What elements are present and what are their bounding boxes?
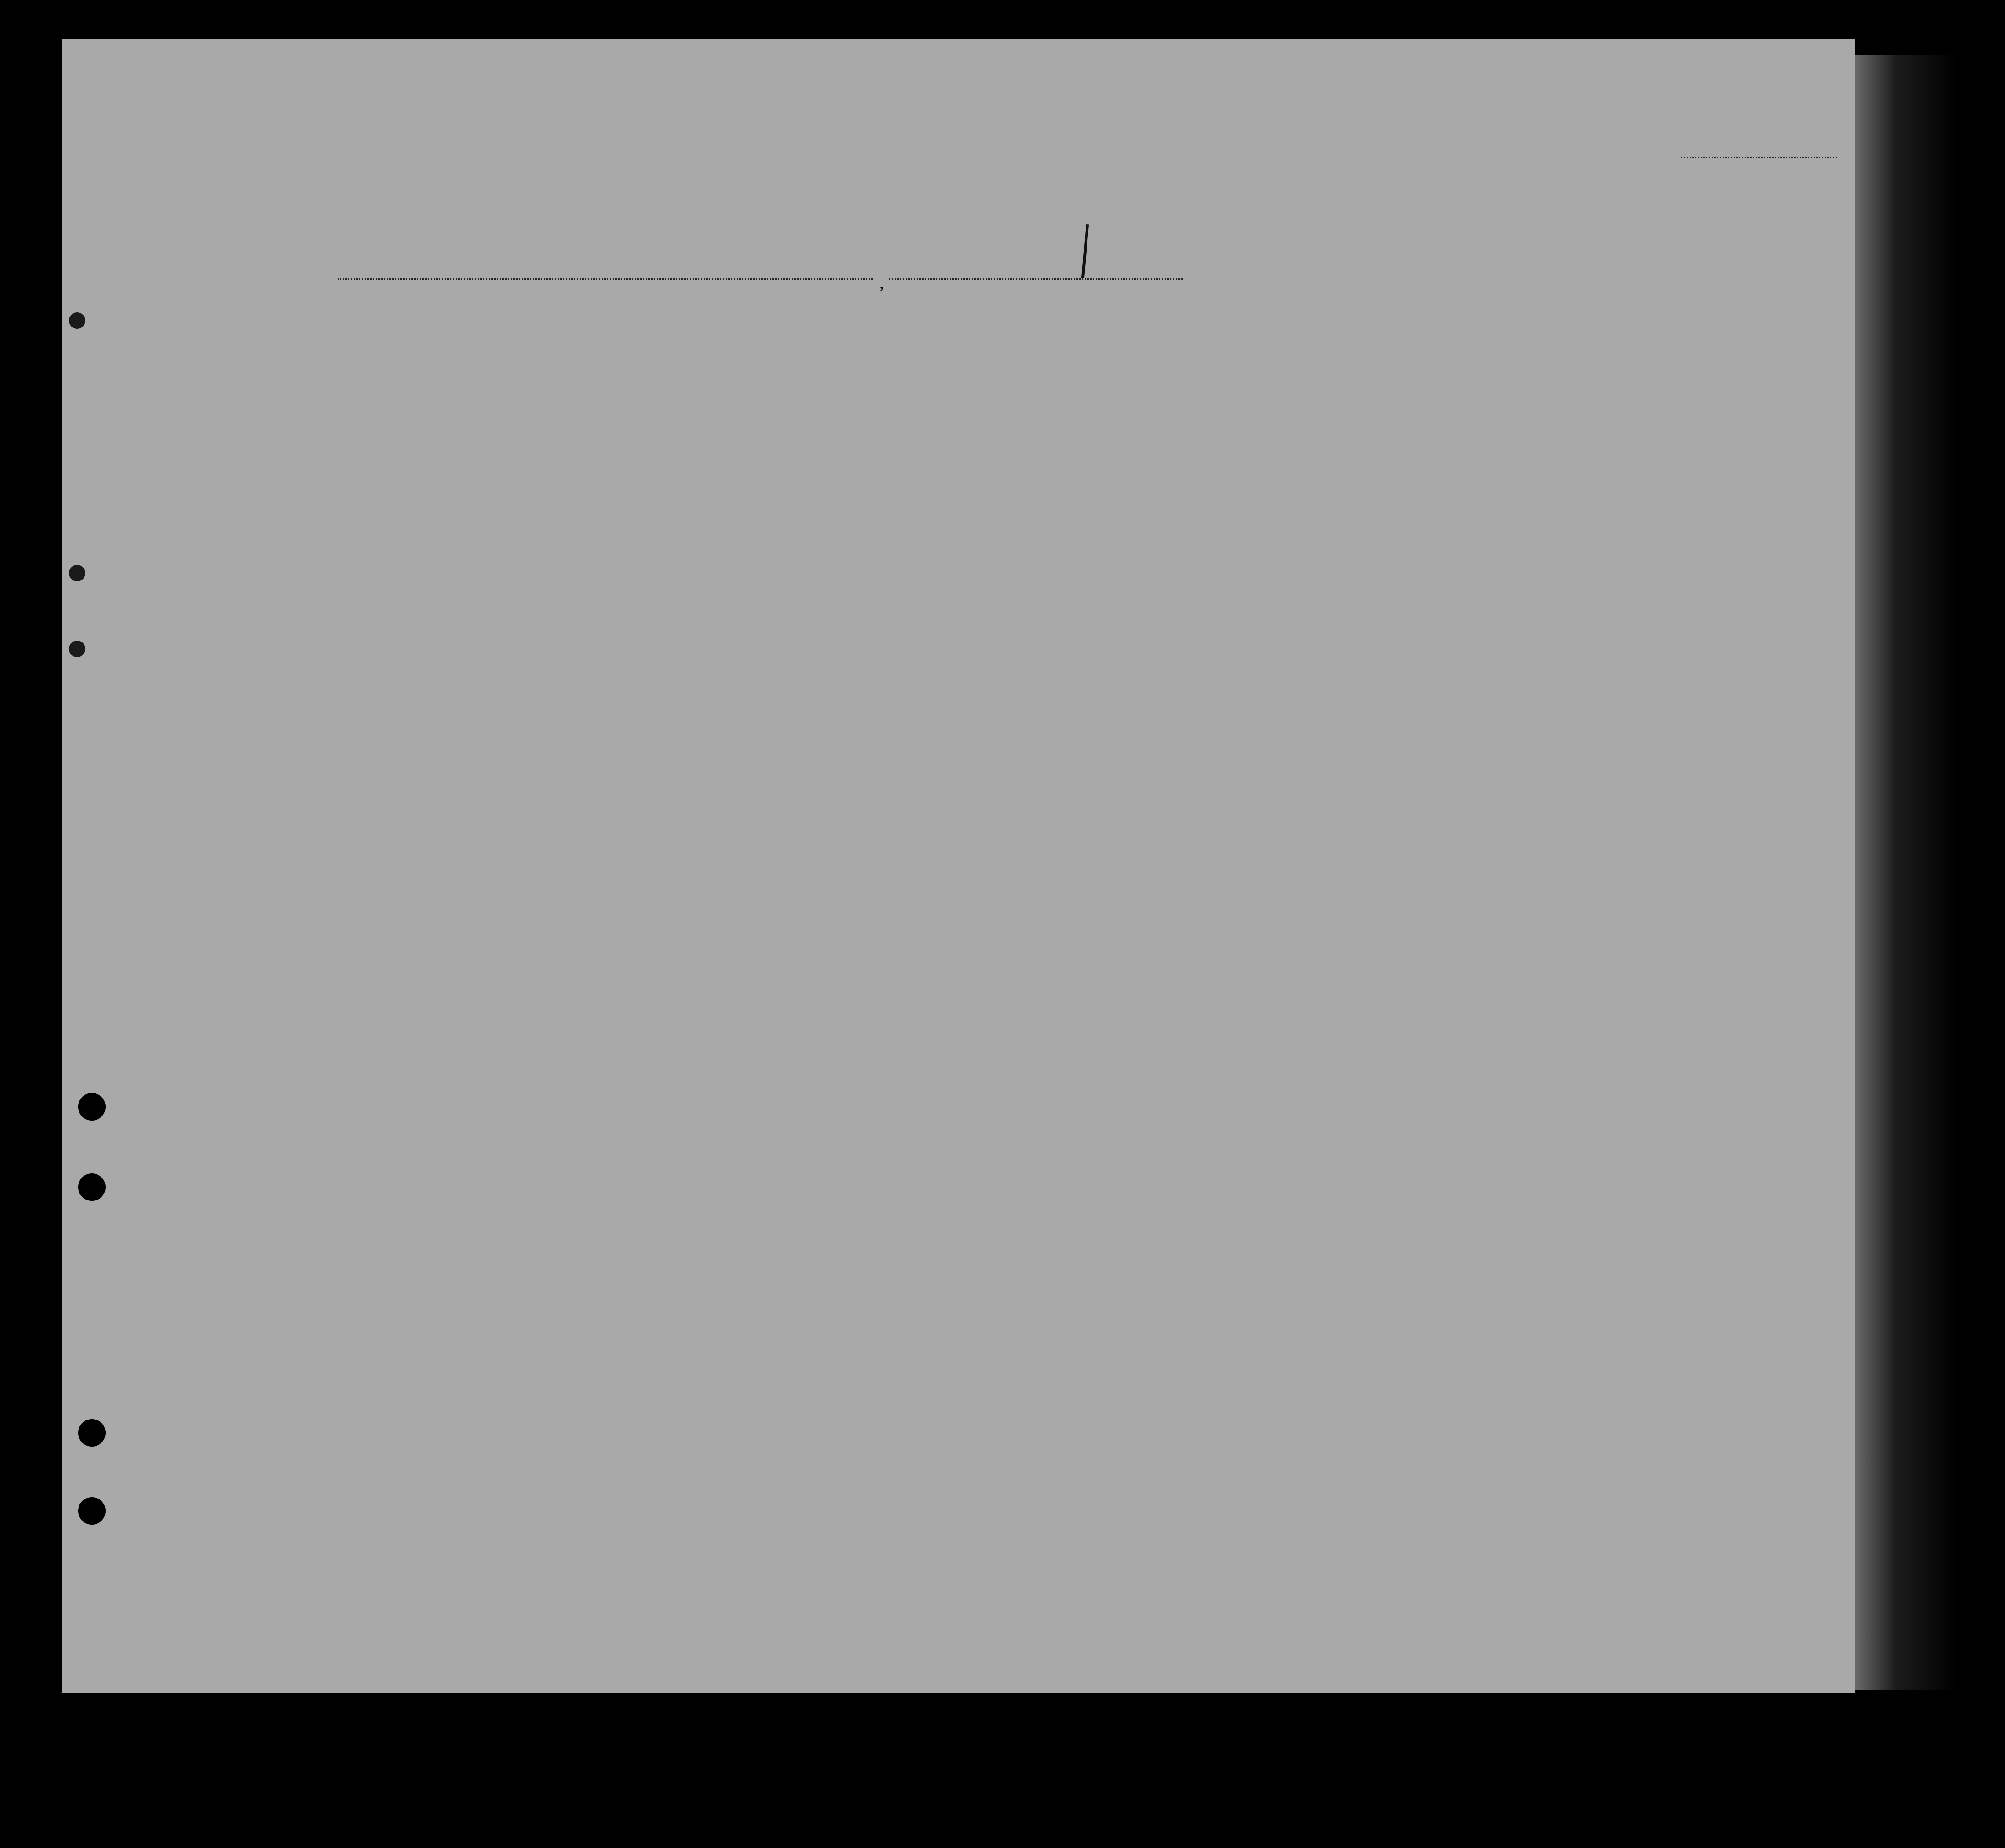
- punch-hole: [78, 1497, 106, 1525]
- manifest-sheet: [62, 39, 1855, 1693]
- punch-hole: [78, 1173, 106, 1201]
- punch-hole: [69, 641, 85, 657]
- date-comma: ,: [879, 272, 884, 293]
- punch-hole: [69, 565, 85, 581]
- manifest-grid: [62, 39, 1855, 1693]
- punch-hole: [78, 1419, 106, 1447]
- sheet-edge-shadow: [1855, 55, 1956, 1690]
- punch-hole: [78, 1093, 106, 1121]
- punch-hole: [69, 312, 85, 329]
